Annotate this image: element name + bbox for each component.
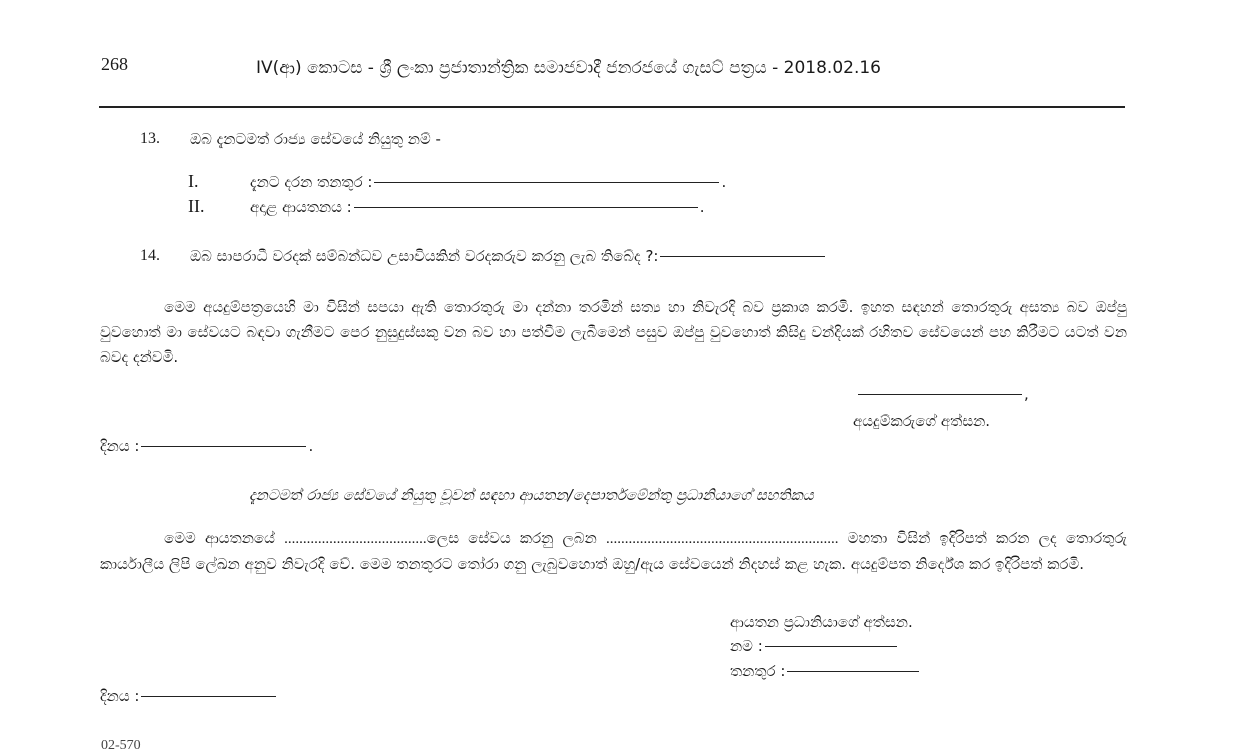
applicant-date-blank[interactable] [141, 446, 306, 447]
declaration-paragraph: මෙම අයදුම්පත්‍රයෙහි මා විසින් සපයා ඇති තොරතුරු මා දන්නා තරමින් සත්‍ය හා නිවැරදි බව ප්‍රකාශ කරමි. ඉහත සඳහන් තොරතුරු අසත්‍ය බව ඔප්පු වුවහොත් මා සේවයට බඳවා ගැනීමට පෙර නුසුදුස්සකු වන බව හා පත්වීම ලැබීමෙන් පසුව ඔප්පු වුවහොත් කිසිදු වන්දියක් රහිතව සේවයෙන් පහ කිරීමට යටත් වන බවද දන්වමි. [100, 298, 1127, 366]
certificate-dots-name[interactable]: .............................................................. [606, 531, 839, 547]
certificate-title: දැනටමත් රාජ්‍ය සේවයේ නියුතු වූවන් සඳහා ආයතන/දෙපාර්තමේන්තු ප්‍රධානියාගේ සහතිකය [249, 486, 814, 504]
head-post-label: තනතුර : [730, 662, 786, 680]
q13-item1-end: . [721, 173, 727, 191]
certificate-date-blank[interactable] [141, 696, 276, 697]
q14-text: ඔබ සාපරාධී වරදක් සම්බන්ධව උසාවියකින් වරදකරුව කරනු ලැබ තිබේද ?: [190, 247, 659, 265]
q13-item1-label: දැනට දරන තනතුර : [250, 173, 373, 191]
applicant-signature-line [856, 384, 1029, 403]
current-post-blank[interactable] [374, 182, 719, 183]
q14-number: 14. [140, 247, 160, 264]
footer-code: 02-570 [101, 738, 141, 753]
applicant-date-end: . [308, 437, 314, 455]
q13-item2-label: අදාළ ආයතනය : [250, 198, 352, 216]
head-name-row [730, 637, 899, 655]
certificate-paragraph [100, 526, 1127, 577]
gazette-header-title: IV(ආ) කොටස - ශ්‍රී ලංකා ප්‍රජාතාන්ත්‍රික සමාජවාදී ජනරජයේ ගැසට් පත්‍රය - 2018.02.16 [256, 58, 881, 78]
head-post-row [730, 662, 921, 680]
certificate-part1: මෙම ආයතනයේ [164, 529, 275, 547]
criminal-conviction-blank[interactable] [660, 256, 825, 257]
q13-number: 13. [140, 130, 160, 147]
head-signature-caption: ආයතන ප්‍රධානියාගේ අත්සන. [730, 613, 913, 631]
certificate-date-row [100, 687, 278, 705]
q13-item1-row [250, 173, 726, 191]
head-name-label: නම : [730, 637, 763, 655]
q13-text: ඔබ දැනටමත් රාජ්‍ය සේවයේ නියුතු නම් - [190, 130, 441, 148]
q13-item2-row [250, 198, 704, 216]
certificate-part2: ලෙස සේවය කරනු ලබන [426, 529, 597, 547]
certificate-date-label: දිනය : [100, 687, 140, 705]
applicant-date-row [100, 437, 313, 455]
certificate-part3: මහතා විසින් ඉදිරිපත් කරන ලද තොරතුරු කාර්යාලීය ලිපි ලේඛන අනුව නිවැරදි වේ. මෙම තනතුරට තෝරා ගනු ලැබුවහොත් ඔහු/ඇය සේවයෙන් නිදහස් කළ හැක. අයදුම්පත නිර්දේශ කර ඉදිරිපත් කරමි. [100, 529, 1127, 573]
applicant-signature-caption: අයදුම්කරුගේ අත්සන. [853, 412, 991, 430]
certificate-dots-post[interactable]: ...................................... [284, 531, 427, 547]
q14-row [190, 247, 827, 265]
applicant-date-label: දිනය : [100, 437, 140, 455]
header-divider [99, 106, 1125, 108]
q13-item2-numeral: II. [188, 196, 205, 216]
applicant-signature-blank[interactable] [858, 394, 1022, 395]
signature-comma: , [1024, 385, 1029, 403]
q13-item2-end: . [699, 198, 705, 216]
head-name-blank[interactable] [765, 646, 897, 647]
q13-item1-numeral: I. [188, 171, 199, 191]
head-post-blank[interactable] [787, 671, 919, 672]
institution-blank[interactable] [354, 207, 698, 208]
page-number: 268 [101, 54, 128, 74]
